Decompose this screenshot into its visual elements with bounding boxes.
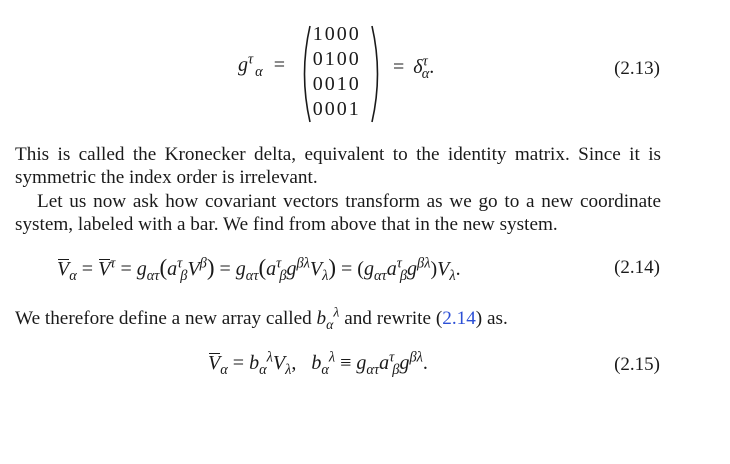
matrix-row: 0100 [312, 48, 360, 70]
matrix-row: 1000 [312, 23, 360, 45]
eq213-rhs: = $\delta^\tau_\alpha$. [393, 53, 435, 82]
eq215-body: $V_\alpha = b_\alpha^\lambda V_\lambda$, $b_\alpha^\lambda \equiv g_{\alpha\tau}a^\tau_\beta g^{\beta\lambda}$. [208, 349, 428, 378]
paragraph-define-array: We therefore define a new array called $b_\alpha^\lambda$ and rewrite (2.14) as. [15, 304, 508, 332]
matrix-row: 0010 [312, 73, 360, 95]
paragraph-kronecker: This is called the Kronecker delta, equivalent to the identity matrix. Since it is symmetric the index order is irrelevant. [15, 144, 661, 188]
equation-number: (2.14) [614, 257, 660, 278]
right-paren [370, 24, 384, 124]
equation-2-14 [0, 255, 730, 285]
equation-number: (2.15) [614, 354, 660, 375]
equation-number: (2.13) [614, 58, 660, 79]
equation-2-15 [0, 350, 730, 380]
eq214-body: $V_\alpha = V^\tau = g_{\alpha\tau}(a^\tau_\beta V^\beta) = g_{\alpha\tau}(a^\tau_\beta g^{\beta\lambda}V_\lambda) = (g_{\alpha\tau}a^\tau_\beta g^{\beta\lambda})V_\lambda$. [57, 255, 461, 284]
equation-ref-link[interactable]: 2.14 [442, 308, 476, 329]
equation-2-13 [0, 20, 730, 120]
eq213-lhs: $g^\tau_\alpha$ = [238, 51, 285, 80]
paragraph-covariant [15, 190, 661, 236]
paragraph-covariant-text: Let us now ask how covariant vectors transform as we go to a new coordinate system, labeled with a bar. We find from above that in the new system. [15, 191, 661, 235]
identity-matrix [312, 22, 360, 122]
matrix-row: 0001 [312, 98, 360, 120]
left-paren [298, 24, 312, 124]
